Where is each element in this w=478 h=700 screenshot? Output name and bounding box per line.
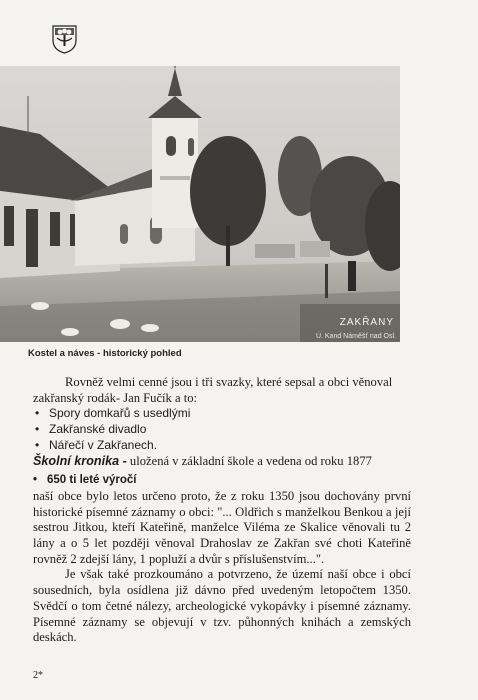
article-body <box>33 375 411 646</box>
chronicle-title: Školní kronika - <box>33 453 127 468</box>
volume-list <box>33 406 411 453</box>
photo-label: ZAKŘANY <box>339 317 394 328</box>
bullet-icon: • <box>33 474 38 487</box>
chronicle-line <box>33 454 411 470</box>
intro-paragraph: Rovněž velmi cenné jsou i tři svazky, které sepsal a obci věnoval zakřanský rodák- Jan Fučík a to: <box>33 375 393 405</box>
historical-photo <box>0 66 400 342</box>
list-item: • Nářečí v Zakřanech. <box>33 438 411 454</box>
section-heading-text: 650 ti leté výročí <box>47 474 137 487</box>
page-number: 2* <box>33 670 43 681</box>
village-crest-icon <box>51 24 78 54</box>
list-item: • Zakřanské divadlo <box>33 422 411 438</box>
list-item: • Spory domkařů s usedlými <box>33 406 411 422</box>
photo-sublabel: Ú. Kand Náměšť nad Osl. <box>315 333 396 340</box>
section-heading <box>33 473 411 489</box>
paragraph-anniversary: naší obce bylo letos určeno proto, že z roku 1350 jsou dochovány první historické písemné záznamy o obci: "... Oldřich s manželkou Benkou a její sestrou Jitkou, kteří Kateřině, manželce Viléma ze Skalice věnovali tu 2 lány a o 5 let později věnoval Drahoslav ze Zakřan své choti Kateřině rovněž 2 zdejší lány, 1 popluží a dvůr s příslušenstvím...". <box>33 488 411 566</box>
photo-caption: Kostel a náves - historický pohled <box>28 348 182 359</box>
chronicle-text: uložená v základní škole a vedena od roku 1877 <box>126 453 372 468</box>
paragraph-settlement: Je však také prozkoumáno a potvrzeno, že území naší obce i obcí sousedních, byla osídlena již dávno před uvedeným letopočtem 1350. Svědčí o tom četné nálezy, archeologické vykopávky i písemné záznamy. Písemné záznamy se objevují v tzv. půhonných knihách a zemských deskách. <box>33 567 411 645</box>
